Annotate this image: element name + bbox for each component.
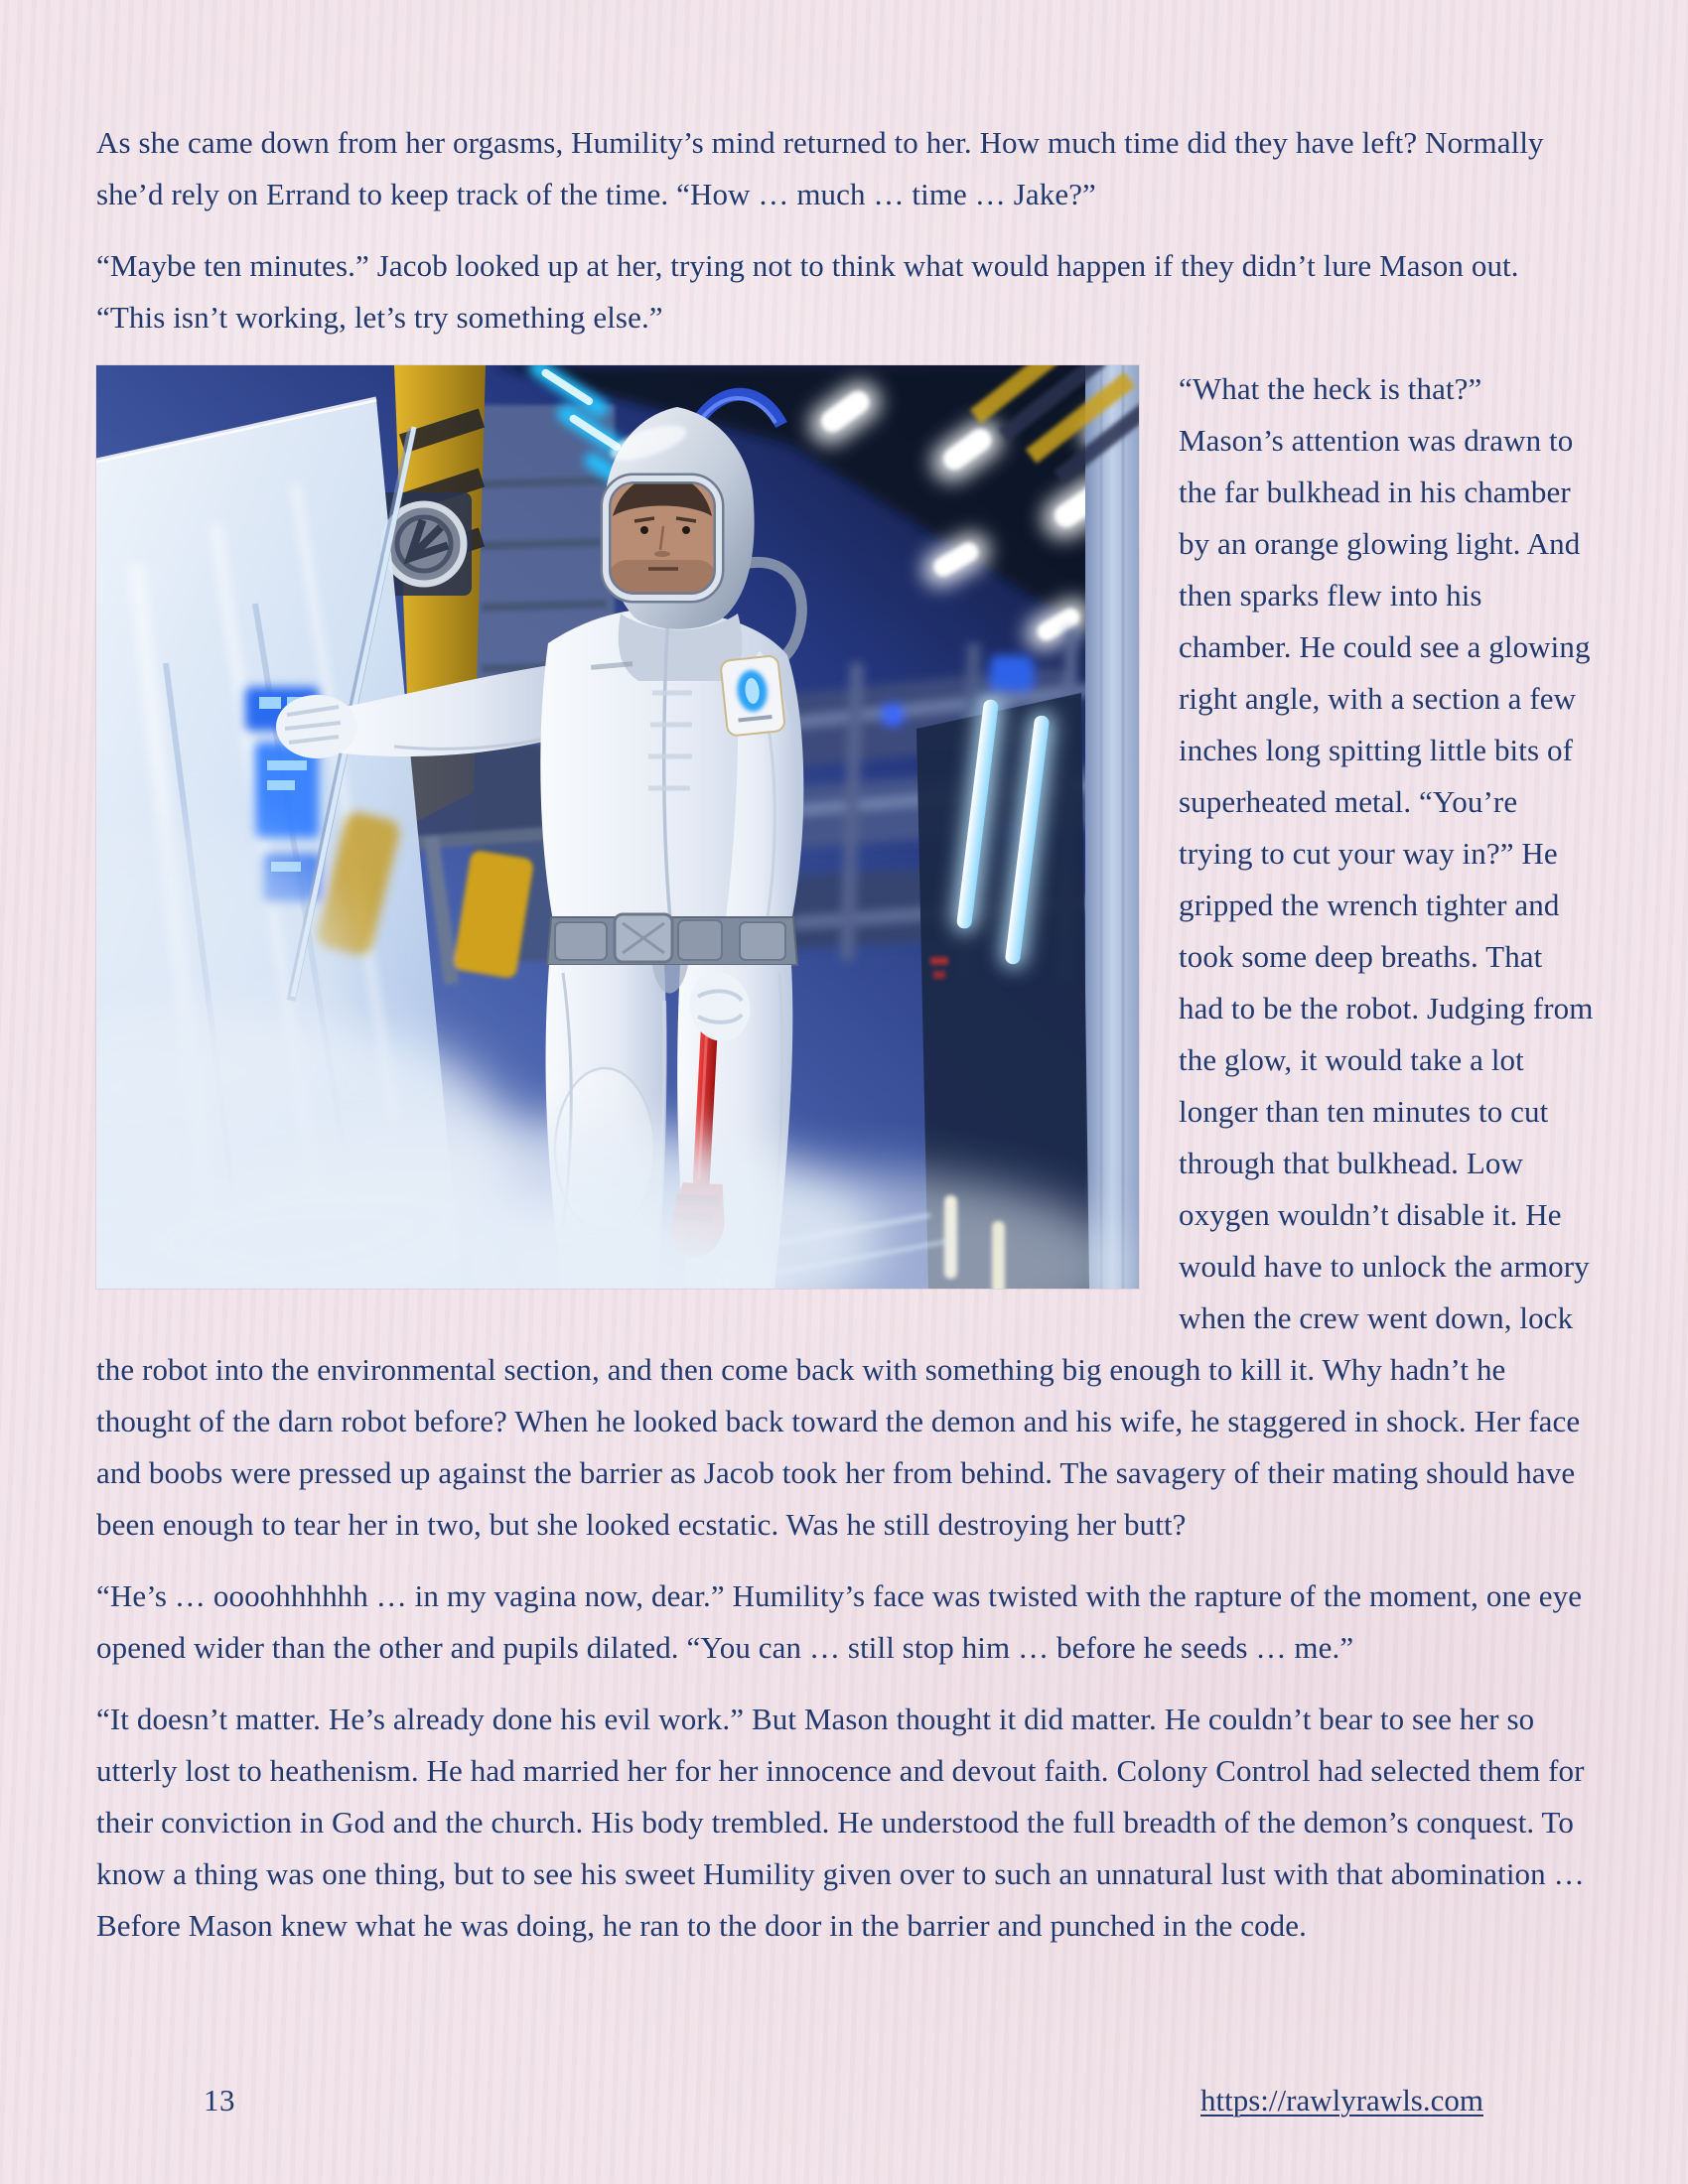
page-footer [204,2081,1483,2120]
paragraph-3: “What the heck is that?” Mason’s attention was drawn to the far bulkhead in his chamber by an orange glowing light. And then sparks flew into his chamber. He could see a glowing right angle, with a section a few inches long spitting little bits of superheated metal. “You’re trying to cut your way in?” He gripped the wrench tighter and took some deep breaths. That had to be the robot. Judging from the glow, it would take a lot longer than ten minutes to cut through that bulkhead. Low oxygen wouldn’t disable it. He would have to unlock the armory when the crew went down, lock the robot into the environmental section, and then come back with something big enough to kill it. Why hadn’t he thought of the darn robot before? When he looked back toward the demon and his wife, he staggered in shock. Her face and boobs were pressed up against the barrier as Jacob took her from behind. The savagery of their mating should have been enough to tear her in two, but she looked ecstatic. Was he still destroying her butt? [96,371,1594,1542]
utility-belt [547,914,797,965]
suit-patch [720,655,785,737]
paragraph-2: “Maybe ten minutes.” Jacob looked up at her, trying not to think what would happen if they didn’t lure Mason out. “This isn’t working, let’s try something else.” [96,248,1519,335]
astronaut-face [609,475,716,596]
story-illustration [96,365,1139,1289]
paragraph-4: “He’s … oooohhhhhh … in my vagina now, dear.” Humility’s face was twisted with the rapture of the moment, one eye opened wider than the other and pupils dilated. “You can … still stop him … before he seeds … me.” [96,1578,1583,1665]
illustration-scene [96,365,1139,1289]
paragraph-1: As she came down from her orgasms, Humility’s mind returned to her. How much time did they have left? Normally she’d rely on Errand to keep track of the time. “How … much … time … Jake?” [96,125,1544,211]
page-number: 13 [204,2083,235,2117]
site-url-link[interactable]: https://rawlyrawls.com [1200,2083,1483,2117]
paragraph-5: “It doesn’t matter. He’s already done his evil work.” But Mason thought it did matter. He couldn’t bear to see her so utterly lost to heathenism. He had married her for her innocence and devout faith. Colony Control had selected them for their conviction in God and the church. His body trembled. He understood the full breadth of the demon’s conquest. To know a thing was one thing, but to see his sweet Humility given over to such an unnatural lust with that abomination … Before Mason knew what he was doing, he ran to the door in the barrier and punched in the code. [96,1702,1585,1943]
story-content [96,117,1594,1972]
